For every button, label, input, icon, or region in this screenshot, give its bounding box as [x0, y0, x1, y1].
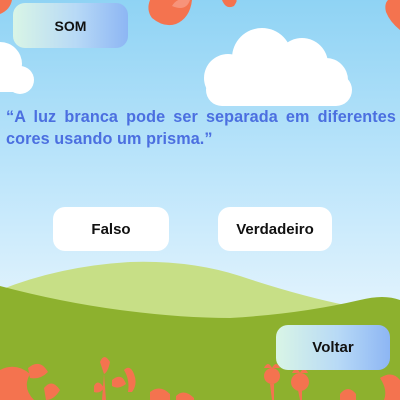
question-text: “A luz branca pode ser separada em diferentes cores usando um prisma.” — [6, 108, 396, 148]
back-button-label: Voltar — [312, 339, 354, 356]
false-answer-button[interactable] — [53, 207, 169, 251]
false-answer-label: Falso — [91, 220, 131, 238]
cloud-icon — [204, 28, 352, 106]
leaf-decoration-icon — [0, 0, 12, 14]
true-answer-label: Verdadeiro — [236, 220, 314, 238]
back-button[interactable] — [276, 325, 390, 370]
sound-button-label: SOM — [54, 17, 87, 34]
leaf-decoration-icon — [148, 0, 192, 25]
true-answer-button[interactable] — [218, 207, 332, 251]
leaf-decoration-icon — [385, 0, 400, 30]
cloud-icon — [0, 42, 34, 94]
leaf-decoration-icon — [222, 0, 237, 7]
sound-button[interactable] — [13, 3, 128, 48]
